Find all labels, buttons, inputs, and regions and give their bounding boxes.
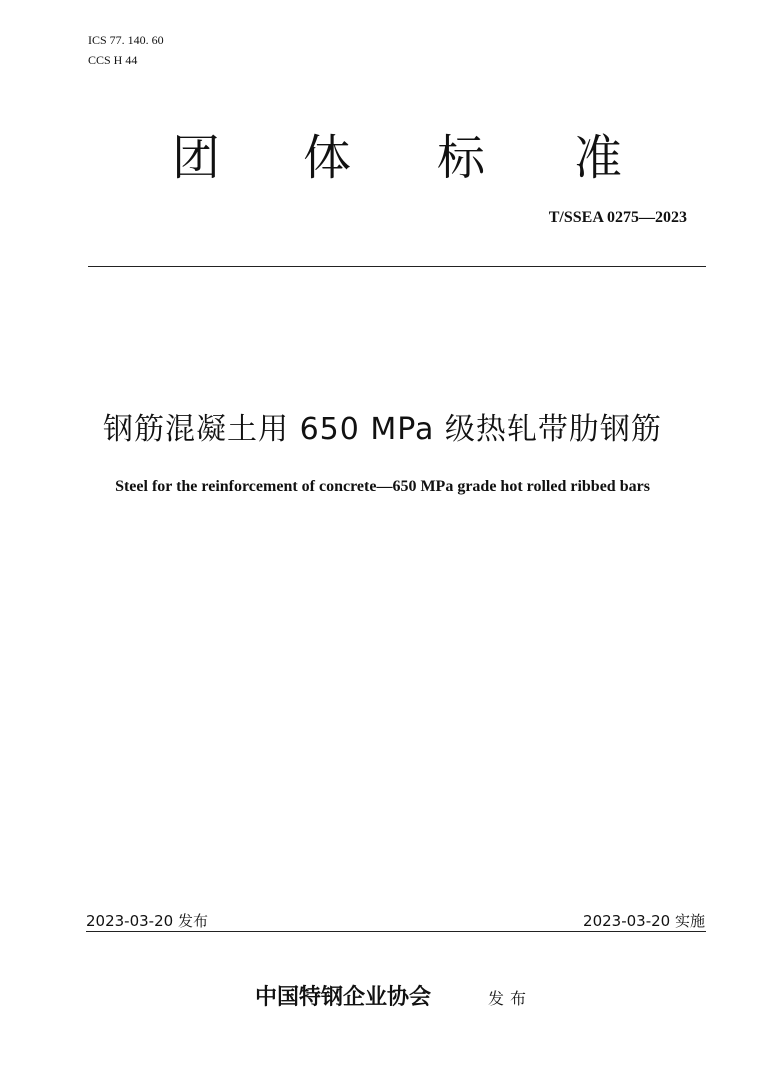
standard-type-char-4: 准 [574, 130, 623, 186]
standard-type-char-1: 团 [172, 130, 221, 186]
issuing-organization: 中国特钢企业协会 [255, 984, 432, 1010]
document-title-cn: 钢筋混凝土用 650 MPa 级热轧带肋钢筋 [103, 412, 662, 447]
ics-code: ICS 77. 140. 60 [88, 33, 164, 47]
classification-codes [88, 30, 164, 70]
standard-type-char-2: 体 [303, 130, 352, 186]
issued-label: 发布 [488, 989, 533, 1008]
implement-date: 2023-03-20 实施 [583, 912, 705, 930]
ccs-code: CCS H 44 [88, 53, 138, 67]
footer-divider [86, 931, 706, 932]
standard-number: T/SSEA 0275—2023 [548, 209, 687, 226]
header-divider [88, 266, 706, 267]
publish-date: 2023-03-20 发布 [86, 912, 208, 930]
standard-type-char-3: 标 [437, 130, 486, 186]
document-title-en: Steel for the reinforcement of concrete—650 MPa grade hot rolled ribbed bars [115, 478, 650, 495]
